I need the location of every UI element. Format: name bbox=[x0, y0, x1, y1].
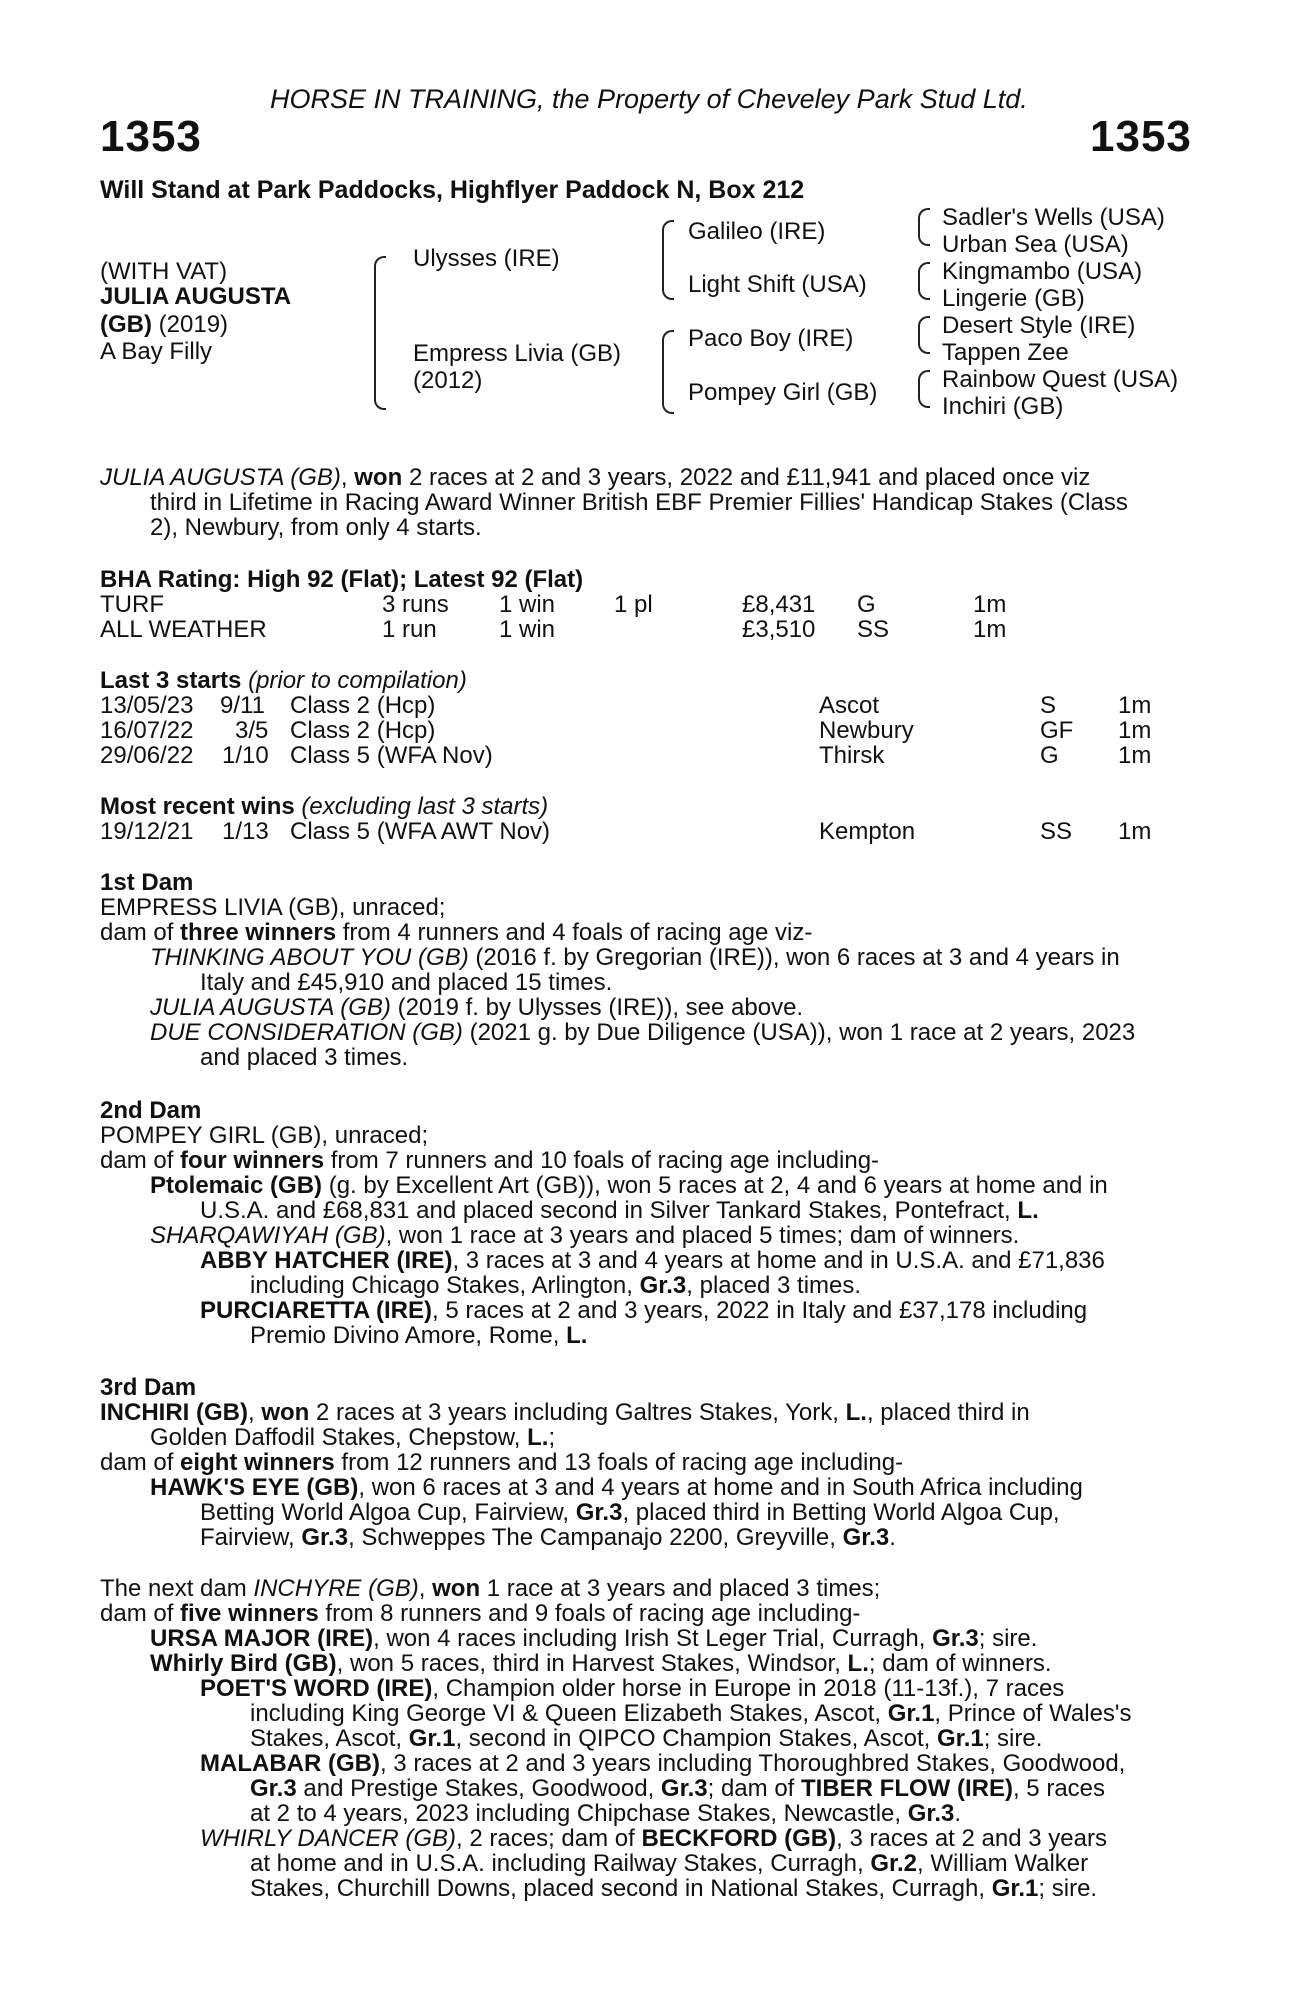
pedigree-dss: Desert Style (IRE) bbox=[942, 312, 1136, 339]
start-distance: 1m bbox=[1118, 717, 1152, 744]
next-dam-grandprogeny-1: POET'S WORD (IRE), Champion older horse in Europe in 2018 (11-13f.), 7 races bbox=[200, 1675, 1065, 1702]
start-going: G bbox=[1040, 742, 1059, 769]
recent-wins-heading: Most recent wins (excluding last 3 starts) bbox=[100, 793, 549, 820]
first-dam-heading: 1st Dam bbox=[100, 869, 194, 896]
start-class: Class 5 (WFA Nov) bbox=[290, 742, 493, 769]
start-position: 9/11 bbox=[220, 692, 265, 719]
next-dam-grandprogeny-2-cont-2: at 2 to 4 years, 2023 including Chipchase Stakes, Newcastle, Gr.3. bbox=[250, 1800, 962, 1827]
start-class: Class 2 (Hcp) bbox=[290, 717, 436, 744]
second-dam-heading: 2nd Dam bbox=[100, 1097, 202, 1124]
third-dam-progeny-1: HAWK'S EYE (GB), won 6 races at 3 and 4 years at home and in South Africa including bbox=[150, 1474, 1083, 1501]
bha-row-prize: £8,431 bbox=[742, 591, 816, 618]
pedigree-brace-3a bbox=[918, 208, 930, 246]
pedigree-ssd: Urban Sea (USA) bbox=[942, 231, 1129, 258]
bha-row-wins: 1 win bbox=[499, 591, 556, 618]
bha-row-distance: 1m bbox=[973, 591, 1007, 618]
start-date: 13/05/23 bbox=[100, 692, 194, 719]
recent-going: SS bbox=[1040, 818, 1073, 845]
pedigree-brace-3d bbox=[918, 370, 930, 408]
pedigree-brace-sire bbox=[662, 220, 674, 300]
vat-note: (WITH VAT) bbox=[100, 258, 228, 285]
first-dam-progeny-3: DUE CONSIDERATION (GB) (2021 g. by Due Diligence (USA)), won 1 race at 2 years, 2023 bbox=[150, 1019, 1136, 1046]
second-dam-grandprogeny-1-cont: including Chicago Stakes, Arlington, Gr.3, placed 3 times. bbox=[250, 1272, 862, 1299]
next-dam-grandprogeny-3: WHIRLY DANCER (GB), 2 races; dam of BECKFORD (GB), 3 races at 2 and 3 years bbox=[200, 1825, 1107, 1852]
stand-location: Will Stand at Park Paddocks, Highflyer Paddock N, Box 212 bbox=[100, 176, 805, 204]
next-dam-line-2: dam of five winners from 8 runners and 9 foals of racing age including- bbox=[100, 1600, 861, 1627]
next-dam-grandprogeny-2-cont: Gr.3 and Prestige Stakes, Goodwood, Gr.3; dam of TIBER FLOW (IRE), 5 races bbox=[250, 1775, 1106, 1802]
start-going: S bbox=[1040, 692, 1057, 719]
page-header-title: HORSE IN TRAINING, the Property of Cheveley Park Stud Ltd. bbox=[270, 84, 1028, 114]
pedigree-sds: Kingmambo (USA) bbox=[942, 258, 1143, 285]
pedigree-brace-dam bbox=[662, 330, 674, 414]
pedigree-sire: Ulysses (IRE) bbox=[413, 245, 560, 272]
start-date: 16/07/22 bbox=[100, 717, 194, 744]
pedigree-brace-main bbox=[374, 256, 386, 410]
bha-row-surface: TURF bbox=[100, 591, 164, 618]
first-dam-progeny-3-cont: and placed 3 times. bbox=[200, 1044, 409, 1071]
second-dam-grandprogeny-1: ABBY HATCHER (IRE), 3 races at 3 and 4 years at home and in U.S.A. and £71,836 bbox=[200, 1247, 1105, 1274]
next-dam-grandprogeny-1-cont: including King George VI & Queen Elizabeth Stakes, Ascot, Gr.1, Prince of Wales's bbox=[250, 1700, 1132, 1727]
third-dam-line-3: dam of eight winners from 12 runners and 13 foals of racing age including- bbox=[100, 1449, 904, 1476]
recent-position: 1/13 bbox=[222, 818, 269, 845]
pedigree-sire-dam: Light Shift (USA) bbox=[688, 271, 867, 298]
third-dam-heading: 3rd Dam bbox=[100, 1374, 197, 1401]
next-dam-grandprogeny-3-cont: at home and in U.S.A. including Railway Stakes, Curragh, Gr.2, William Walker bbox=[250, 1850, 1089, 1877]
start-distance: 1m bbox=[1118, 742, 1152, 769]
bha-row-going: G bbox=[857, 591, 876, 618]
bha-row-runs: 1 run bbox=[382, 616, 437, 643]
first-dam-progeny-2: JULIA AUGUSTA (GB) (2019 f. by Ulysses (IRE)), see above. bbox=[150, 994, 804, 1021]
start-going: GF bbox=[1040, 717, 1074, 744]
second-dam-grandprogeny-2: PURCIARETTA (IRE), 5 races at 2 and 3 years, 2022 in Italy and £37,178 including bbox=[200, 1297, 1088, 1324]
second-dam-line-2: dam of four winners from 7 runners and 10 foals of racing age including- bbox=[100, 1147, 880, 1174]
third-dam-line-1: INCHIRI (GB), won 2 races at 3 years including Galtres Stakes, York, L., placed third in bbox=[100, 1399, 1030, 1426]
horse-origin: (GB) bbox=[100, 311, 152, 338]
second-dam-progeny-1-cont: U.S.A. and £68,831 and placed second in Silver Tankard Stakes, Pontefract, L. bbox=[200, 1197, 1039, 1224]
pedigree-sss: Sadler's Wells (USA) bbox=[942, 204, 1165, 231]
next-dam-grandprogeny-1-cont-2: Stakes, Ascot, Gr.1, second in QIPCO Champion Stakes, Ascot, Gr.1; sire. bbox=[250, 1725, 1043, 1752]
pedigree-brace-3b bbox=[918, 262, 930, 300]
pedigree-sdd: Lingerie (GB) bbox=[942, 285, 1085, 312]
last-starts-heading: Last 3 starts (prior to compilation) bbox=[100, 667, 467, 694]
pedigree-dsd: Tappen Zee bbox=[942, 339, 1069, 366]
third-dam-progeny-1-cont-2: Fairview, Gr.3, Schweppes The Campanajo 2200, Greyville, Gr.3. bbox=[200, 1524, 896, 1551]
bha-row-surface: ALL WEATHER bbox=[100, 616, 267, 643]
next-dam-progeny-2: Whirly Bird (GB), won 5 races, third in Harvest Stakes, Windsor, L.; dam of winners. bbox=[150, 1650, 1052, 1677]
start-date: 29/06/22 bbox=[100, 742, 194, 769]
bha-row-prize: £3,510 bbox=[742, 616, 816, 643]
recent-date: 19/12/21 bbox=[100, 818, 194, 845]
bha-row-going: SS bbox=[857, 616, 890, 643]
start-position: 3/5 bbox=[235, 717, 269, 744]
start-position: 1/10 bbox=[222, 742, 269, 769]
recent-distance: 1m bbox=[1118, 818, 1152, 845]
bha-row-runs: 3 runs bbox=[382, 591, 449, 618]
pedigree-dam-dam: Pompey Girl (GB) bbox=[688, 379, 878, 406]
third-dam-line-2: Golden Daffodil Stakes, Chepstow, L.; bbox=[150, 1424, 556, 1451]
bha-rating-title: BHA Rating: High 92 (Flat); Latest 92 (Flat) bbox=[100, 566, 584, 593]
bha-row-distance: 1m bbox=[973, 616, 1007, 643]
pedigree-brace-3c bbox=[918, 316, 930, 354]
horse-name: JULIA AUGUSTA bbox=[100, 283, 292, 310]
pedigree-dds: Rainbow Quest (USA) bbox=[942, 366, 1179, 393]
first-dam-progeny-1: THINKING ABOUT YOU (GB) (2016 f. by Gregorian (IRE)), won 6 races at 3 and 4 years in bbox=[150, 944, 1120, 971]
first-dam-line-2: dam of three winners from 4 runners and 4 foals of racing age viz- bbox=[100, 919, 813, 946]
pedigree-dam-sire: Paco Boy (IRE) bbox=[688, 325, 854, 352]
next-dam-grandprogeny-2: MALABAR (GB), 3 races at 2 and 3 years including Thoroughbred Stakes, Goodwood, bbox=[200, 1750, 1126, 1777]
pedigree-dam-year: (2012) bbox=[413, 367, 483, 394]
second-dam-grandprogeny-2-cont: Premio Divino Amore, Rome, L. bbox=[250, 1322, 588, 1349]
pedigree-dam: Empress Livia (GB) bbox=[413, 340, 622, 367]
start-class: Class 2 (Hcp) bbox=[290, 692, 436, 719]
pedigree-ddd: Inchiri (GB) bbox=[942, 393, 1064, 420]
horse-year: (2019) bbox=[158, 311, 229, 338]
first-dam-progeny-1-cont: Italy and £45,910 and placed 15 times. bbox=[200, 969, 613, 996]
pedigree-sire-sire: Galileo (IRE) bbox=[688, 218, 826, 245]
lot-number-right: 1353 bbox=[1090, 112, 1192, 161]
recent-class: Class 5 (WFA AWT Nov) bbox=[290, 818, 551, 845]
lot-number-left: 1353 bbox=[100, 112, 202, 161]
second-dam-progeny-2: SHARQAWIYAH (GB), won 1 race at 3 years and placed 5 times; dam of winners. bbox=[150, 1222, 1020, 1249]
next-dam-progeny-1: URSA MAJOR (IRE), won 4 races including Irish St Leger Trial, Curragh, Gr.3; sire. bbox=[150, 1625, 1038, 1652]
second-dam-progeny-1: Ptolemaic (GB) (g. by Excellent Art (GB)), won 5 races at 2, 4 and 6 years at home and in bbox=[150, 1172, 1108, 1199]
start-course: Thirsk bbox=[819, 742, 885, 769]
first-dam-line-1: EMPRESS LIVIA (GB), unraced; bbox=[100, 894, 446, 921]
next-dam-grandprogeny-3-cont-2: Stakes, Churchill Downs, placed second in National Stakes, Curragh, Gr.1; sire. bbox=[250, 1875, 1098, 1902]
next-dam-line-1: The next dam INCHYRE (GB), won 1 race at 3 years and placed 3 times; bbox=[100, 1575, 881, 1602]
summary-line-1: JULIA AUGUSTA (GB), won 2 races at 2 and 3 years, 2022 and £11,941 and placed once viz bbox=[100, 464, 1091, 491]
summary-line-2: third in Lifetime in Racing Award Winner British EBF Premier Fillies' Handicap Stakes (Class bbox=[150, 489, 1128, 516]
second-dam-line-1: POMPEY GIRL (GB), unraced; bbox=[100, 1122, 429, 1149]
bha-row-wins: 1 win bbox=[499, 616, 556, 643]
horse-description: A Bay Filly bbox=[100, 338, 213, 365]
start-course: Ascot bbox=[819, 692, 880, 719]
summary-line-3: 2), Newbury, from only 4 starts. bbox=[150, 514, 482, 541]
bha-row-places: 1 pl bbox=[614, 591, 653, 618]
start-distance: 1m bbox=[1118, 692, 1152, 719]
start-course: Newbury bbox=[819, 717, 914, 744]
third-dam-progeny-1-cont: Betting World Algoa Cup, Fairview, Gr.3, placed third in Betting World Algoa Cup, bbox=[200, 1499, 1060, 1526]
horse-origin-year bbox=[100, 312, 228, 337]
recent-course: Kempton bbox=[819, 818, 916, 845]
